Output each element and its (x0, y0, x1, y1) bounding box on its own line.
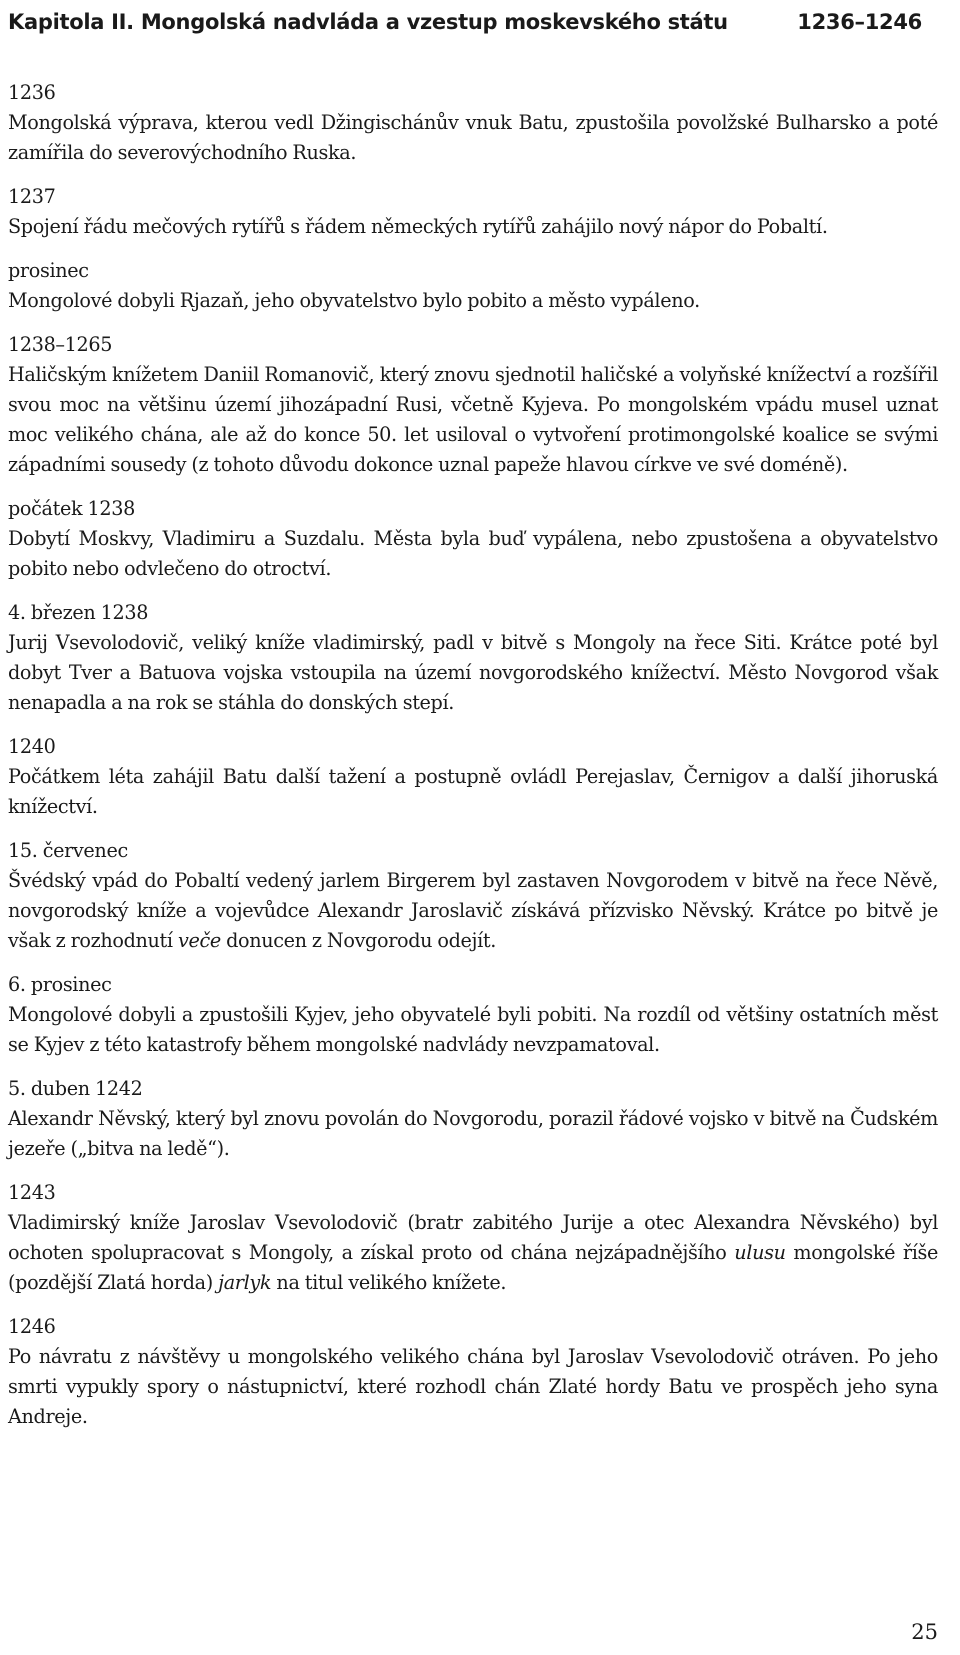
chronology-entry (8, 330, 938, 480)
chronology-list (8, 78, 938, 1446)
italic-term: jarlyk (218, 1271, 272, 1294)
page-number: 25 (911, 1620, 938, 1644)
entry-date: 5. duben 1242 (8, 1077, 143, 1100)
chronology-entry (8, 1074, 938, 1164)
chronology-entry (8, 836, 938, 956)
entry-text (8, 866, 938, 956)
chronology-entry (8, 1312, 938, 1432)
chronology-entry (8, 732, 938, 822)
chapter-year-range: 1236–1246 (797, 10, 922, 34)
entry-text: Mongolové dobyli Rjazaň, jeho obyvatelstvo bylo pobito a město vypáleno. (8, 289, 700, 312)
entry-date: 1236 (8, 81, 56, 104)
entry-text: Spojení řádu mečových rytířů s řádem německých rytířů zahájilo nový nápor do Pobaltí. (8, 215, 828, 238)
entry-text: Počátkem léta zahájil Batu další tažení a postupně ovládl Perejaslav, Černigov a další jihoruská knížectví. (8, 765, 938, 818)
entry-text: Dobytí Moskvy, Vladimiru a Suzdalu. Města byla buď vypálena, nebo zpustošena a obyvatelstvo pobito nebo odvlečeno do otroctví. (8, 527, 938, 580)
entry-text: Mongolská výprava, kterou vedl Džingischánův vnuk Batu, zpustošila povolžské Bulharsko a poté zamířila do severovýchodního Ruska. (8, 111, 938, 164)
chapter-title: Kapitola II. Mongolská nadvláda a vzestup moskevského státu (8, 10, 728, 34)
entry-date: 6. prosinec (8, 973, 112, 996)
chronology-entry (8, 256, 938, 316)
entry-date: 15. červenec (8, 839, 128, 862)
entry-date: počátek 1238 (8, 497, 135, 520)
entry-text: Haličským knížetem Daniil Romanovič, který znovu sjednotil haličské a volyňské knížectví a rozšířil svou moc na většinu území jihozápadní Rusi, včetně Kyjeva. Po mongolském vpádu musel uznat moc velikého chána, ale až do konce 50. let usiloval o vytvoření protimongolské koalice se svými západními sousedy (z tohoto důvodu dokonce uznal papeže hlavou církve ve své doméně). (8, 363, 938, 476)
entry-text (8, 1208, 938, 1298)
chronology-entry (8, 182, 938, 242)
running-header (8, 4, 922, 40)
italic-term: ulusu (734, 1241, 786, 1264)
entry-date: 1246 (8, 1315, 56, 1338)
entry-text: Jurij Vsevolodovič, veliký kníže vladimirský, padl v bitvě s Mongoly na řece Siti. Krátce poté byl dobyt Tver a Batuova vojska vstoupila na území novgorodského knížectví. Město Novgorod však nenapadla a na rok se stáhla do donských stepí. (8, 631, 938, 714)
entry-date: prosinec (8, 259, 89, 282)
italic-term: veče (177, 929, 221, 952)
entry-date: 1237 (8, 185, 56, 208)
entry-text: Po návratu z návštěvy u mongolského velikého chána byl Jaroslav Vsevolodovič otráven. Po jeho smrti vypukly spory o nástupnictví, které rozhodl chán Zlaté hordy Batu ve prospěch jeho syna Andreje. (8, 1345, 938, 1428)
entry-text-part: Švédský vpád do Pobaltí vedený jarlem Birgerem byl zastaven Novgorodem v bitvě na řece Něvě, novgorodský kníže a vojevůdce Alexandr Jaroslavič získává přízvisko Něvský. Krátce po bitvě je však z rozhodnutí (8, 869, 938, 952)
chronology-entry (8, 78, 938, 168)
entry-text-part: mongolské říše (pozdější Zlatá horda) (8, 1241, 938, 1294)
chronology-entry (8, 1178, 938, 1298)
entry-date: 1240 (8, 735, 56, 758)
entry-text-part: donucen z Novgorodu odejít. (220, 929, 497, 952)
entry-text-part: Vladimirský kníže Jaroslav Vsevolodovič (bratr zabitého Jurije a otec Alexandra Něvského) byl ochoten spolupracovat s Mongoly, a získal proto od chána nejzápadnějšího (8, 1211, 938, 1264)
entry-date: 1238–1265 (8, 333, 113, 356)
chronology-entry (8, 598, 938, 718)
chronology-entry (8, 494, 938, 584)
entry-text-part: na titul velikého knížete. (271, 1271, 507, 1294)
entry-text: Alexandr Něvský, který byl znovu povolán do Novgorodu, porazil řádové vojsko v bitvě na Čudském jezeře („bitva na ledě“). (8, 1107, 938, 1160)
entry-date: 4. březen 1238 (8, 601, 149, 624)
entry-date: 1243 (8, 1181, 56, 1204)
entry-text: Mongolové dobyli a zpustošili Kyjev, jeho obyvatelé byli pobiti. Na rozdíl od většiny ostatních měst se Kyjev z této katastrofy během mongolské nadvlády nevzpamatoval. (8, 1003, 938, 1056)
chronology-entry (8, 970, 938, 1060)
